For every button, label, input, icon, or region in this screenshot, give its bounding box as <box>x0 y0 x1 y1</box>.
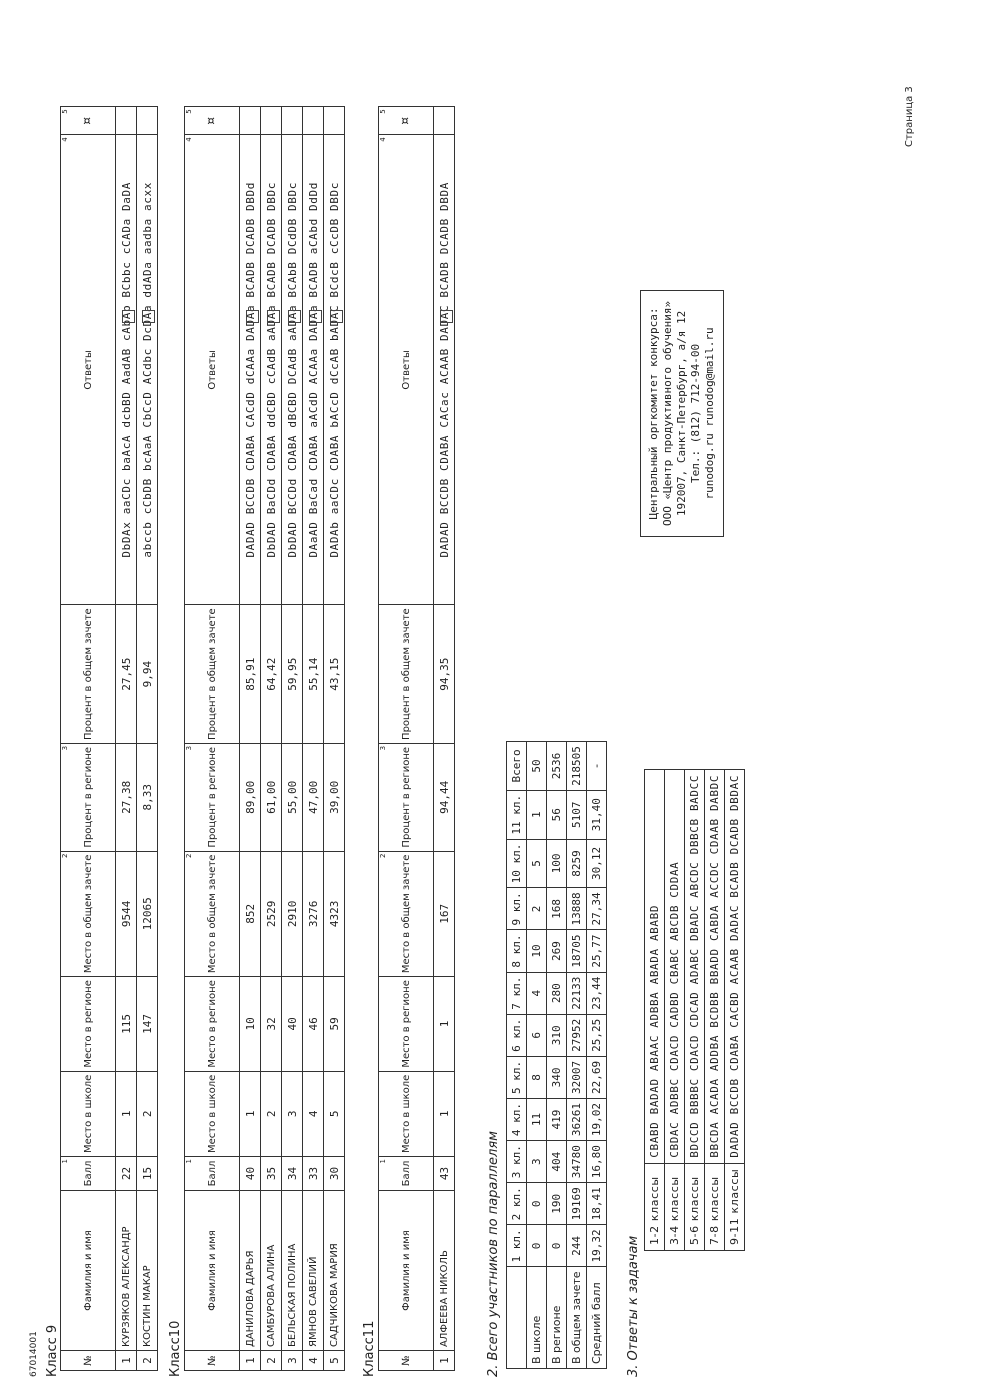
class9-table <box>60 106 158 1371</box>
col-pct-region: Процент в регионе 3 <box>61 743 116 851</box>
row-checkbox[interactable] <box>288 310 301 323</box>
class10-table-wrap <box>184 106 345 1371</box>
cross-icon: ¤ <box>204 117 218 125</box>
col-place-region: Место в регионе <box>61 977 116 1072</box>
table-row: 5-6 классы BDCCD BBBBC CDACD CDCAD ADABC DBADC ABCDC DBBCB BADCC <box>685 769 705 1250</box>
keys-table-wrap <box>644 769 745 1251</box>
cross-icon: ¤ <box>80 117 94 125</box>
table-row: 1-2 классы CBABD BADAD ABAAC ADBBA ABADA ABABD <box>645 769 665 1250</box>
table-row: В общем зачете 244 19169 34780 36261 32007 27952 22133 18705 13888 8259 5107 218505 <box>567 742 587 1369</box>
table-row: 1 АЛФЕЕВА НИКОЛЬ 43 1 1 167 94,44 94,35 DADAD BCCDB CDABA CACac ACAAB DADAC BCADB DCADB DBDA <box>434 107 455 1371</box>
class11-table: № Фамилия и имя Балл 1 Место в школе Место в регионе Место в общем зачете 2 Процент в регионе 3 Процент в общем зачете Ответы 4 ¤ 5 1 АЛФЕЕВА НИКОЛЬ 43 1 1 167 94,44 94,35 DADAD BCCDB CDABA CACac ACAAB DADAC BCADB DCADB DBDA <box>378 106 455 1371</box>
table-row: 3-4 классы CBDAC ADBBC CDACD CADBD CBABC ABCDB CDDAA <box>665 769 685 1250</box>
document-id: 67014001 <box>29 1331 39 1377</box>
col-score: Балл 1 <box>61 1157 116 1191</box>
class10-table: № Фамилия и имя Балл 1 Место в школе Место в регионе Место в общем зачете 2 Процент в регионе 3 Процент в общем зачете Ответы 4 ¤ 5 1 ДАНИЛОВА ДАРЬЯ 40 1 10 852 89,00 85,91 DADAD BCCDB CDABA CACdD dCAAa DADAa BCADB DCADB DBDd 2 САМБУРОВА АЛИНА 35 2 32 2529 61,00 64,42 DbDAD BaCDd CDABA ddCBD cCAdB aADAa BCADB DCADB DBDc 3 БЕЛЬСКАЯ ПОЛИНА 34 3 40 2910 55,00 59,95 DbDAD BCCDd CDABA dBCBD DCAdB aADAa BCAbB DCdDB DBDc 4 ЯМНОВ САВЕЛИЙ 33 4 46 3276 47,00 55,14 DAaAD BaCad CDABA aACdD ACAAa DADAa BCADB aCAbd DdDd 5 САДЧИКОВА МАРИЯ 30 5 59 4323 39,00 43,15 DADAb aaCDc CDABA bACcD dCcAB bADAC BCdcB cCcDB DBDc <box>184 106 345 1371</box>
table-row: 9-11 классы DADAD BCCDB CDABA CACBD ACAAB DADAC BCADB DCADB DBDAC <box>725 769 745 1250</box>
class9-title: Класс 9 <box>45 1324 60 1377</box>
table-row: В регионе 0 190 404 419 340 310 280 269 168 100 56 2536 <box>547 742 567 1369</box>
row-checkbox[interactable] <box>267 310 280 323</box>
class11-checkboxes <box>436 310 455 323</box>
class11-table-wrap <box>378 106 455 1371</box>
answer-keys-table <box>644 769 745 1251</box>
col-answers: Ответы 4 <box>61 135 116 605</box>
table-row: 1 КУРЗЯКОВ АЛЕКСАНДР 22 1 115 9544 27,38 27,45 DbDAx aaCDc baAcA dcbBD AadAB cAbAb BCbbc cCADa DaDA <box>116 107 137 1371</box>
keys-title: 3. Ответы к задачам <box>626 1235 641 1377</box>
class10-title: Класс10 <box>168 1320 183 1377</box>
class9-checkboxes <box>118 310 158 323</box>
col-place-overall: Место в общем зачете 2 <box>61 851 116 977</box>
row-checkbox[interactable] <box>309 310 322 323</box>
table-row: 7-8 классы BBCDA ACADA ADDBA BCDBB BBADD CABDA ACCDC CDAAB DABDC <box>705 769 725 1250</box>
table-row: 5 САДЧИКОВА МАРИЯ 30 5 59 4323 39,00 43,15 DADAb aaCDc CDABA bACcD dCcAB bADAC BCdcB cCcDB DBDc <box>324 107 345 1371</box>
table-row: 4 ЯМНОВ САВЕЛИЙ 33 4 46 3276 47,00 55,14 DAaAD BaCad CDABA aACdD ACAAa DADAa BCADB aCAbd DdDd <box>303 107 324 1371</box>
row-checkbox[interactable] <box>142 310 155 323</box>
stats-title: 2. Всего участников по параллелям <box>486 1131 501 1377</box>
stats-table-wrap <box>506 741 607 1369</box>
table-row: В школе 0 0 3 11 8 6 4 10 2 5 1 50 <box>527 742 547 1369</box>
col-mark: ¤ 5 <box>61 107 116 135</box>
cross-icon: ¤ <box>398 117 412 125</box>
class10-checkboxes <box>242 310 347 323</box>
row-checkbox[interactable] <box>330 310 343 323</box>
row-checkbox[interactable] <box>122 310 135 323</box>
table-row: 2 КОСТИН МАКАР 15 2 147 12065 8,33 9,94 abccb cCbDB bcAaA CbCcD ACdbc DcDAa ddADa aadba acxx <box>137 107 158 1371</box>
table-row: Средний балл 19,32 18,41 16,80 19,02 22,69 25,25 23,44 25,77 27,34 30,12 31,40 - <box>587 742 607 1369</box>
row-checkbox[interactable] <box>440 310 453 323</box>
row-checkbox[interactable] <box>246 310 259 323</box>
col-pct-overall: Процент в общем зачете <box>61 605 116 744</box>
class9-table-wrap <box>60 106 158 1371</box>
table-row: 1 ДАНИЛОВА ДАРЬЯ 40 1 10 852 89,00 85,91 DADAD BCCDB CDABA CACdD dCAAa DADAa BCADB DCADB DBDd <box>240 107 261 1371</box>
table-row: 3 БЕЛЬСКАЯ ПОЛИНА 34 3 40 2910 55,00 59,95 DbDAD BCCDd CDABA dBCBD DCAdB aADAa BCAbB DCdDB DBDc <box>282 107 303 1371</box>
contact-box: Центральный оргкомитет конкурса: ООО «Центр продуктивного обучения» 192007, Санкт-Петербург, а/я 12 Тел.: (812) 712-94-00 runodog.ru runodog@mail.ru <box>640 290 724 537</box>
page-number: Страница 3 <box>904 86 915 147</box>
table-row: 2 САМБУРОВА АЛИНА 35 2 32 2529 61,00 64,42 DbDAD BaCDd CDABA ddCBD cCAdB aADAa BCADB DCADB DBDc <box>261 107 282 1371</box>
stats-table: 1 кл. 2 кл. 3 кл. 4 кл. 5 кл. 6 кл. 7 кл. 8 кл. 9 кл. 10 кл. 11 кл. Всего В школе 0 0 3 11 8 6 4 10 2 5 1 50 В регионе 0 190 404 419 340 310 280 269 168 100 56 2536 В общем зачете 244 19169 34780 36261 32007 27952 22133 18705 13888 8259 5107 218505 Средний балл 19,32 18,41 16,80 19,02 22,69 25,25 23,44 25,77 27,34 30,12 31,40 - <box>506 741 607 1369</box>
col-name: Фамилия и имя <box>61 1191 116 1351</box>
col-num: № <box>61 1351 116 1371</box>
col-place-school: Место в школе <box>61 1071 116 1156</box>
class11-title: Класс11 <box>362 1320 377 1377</box>
